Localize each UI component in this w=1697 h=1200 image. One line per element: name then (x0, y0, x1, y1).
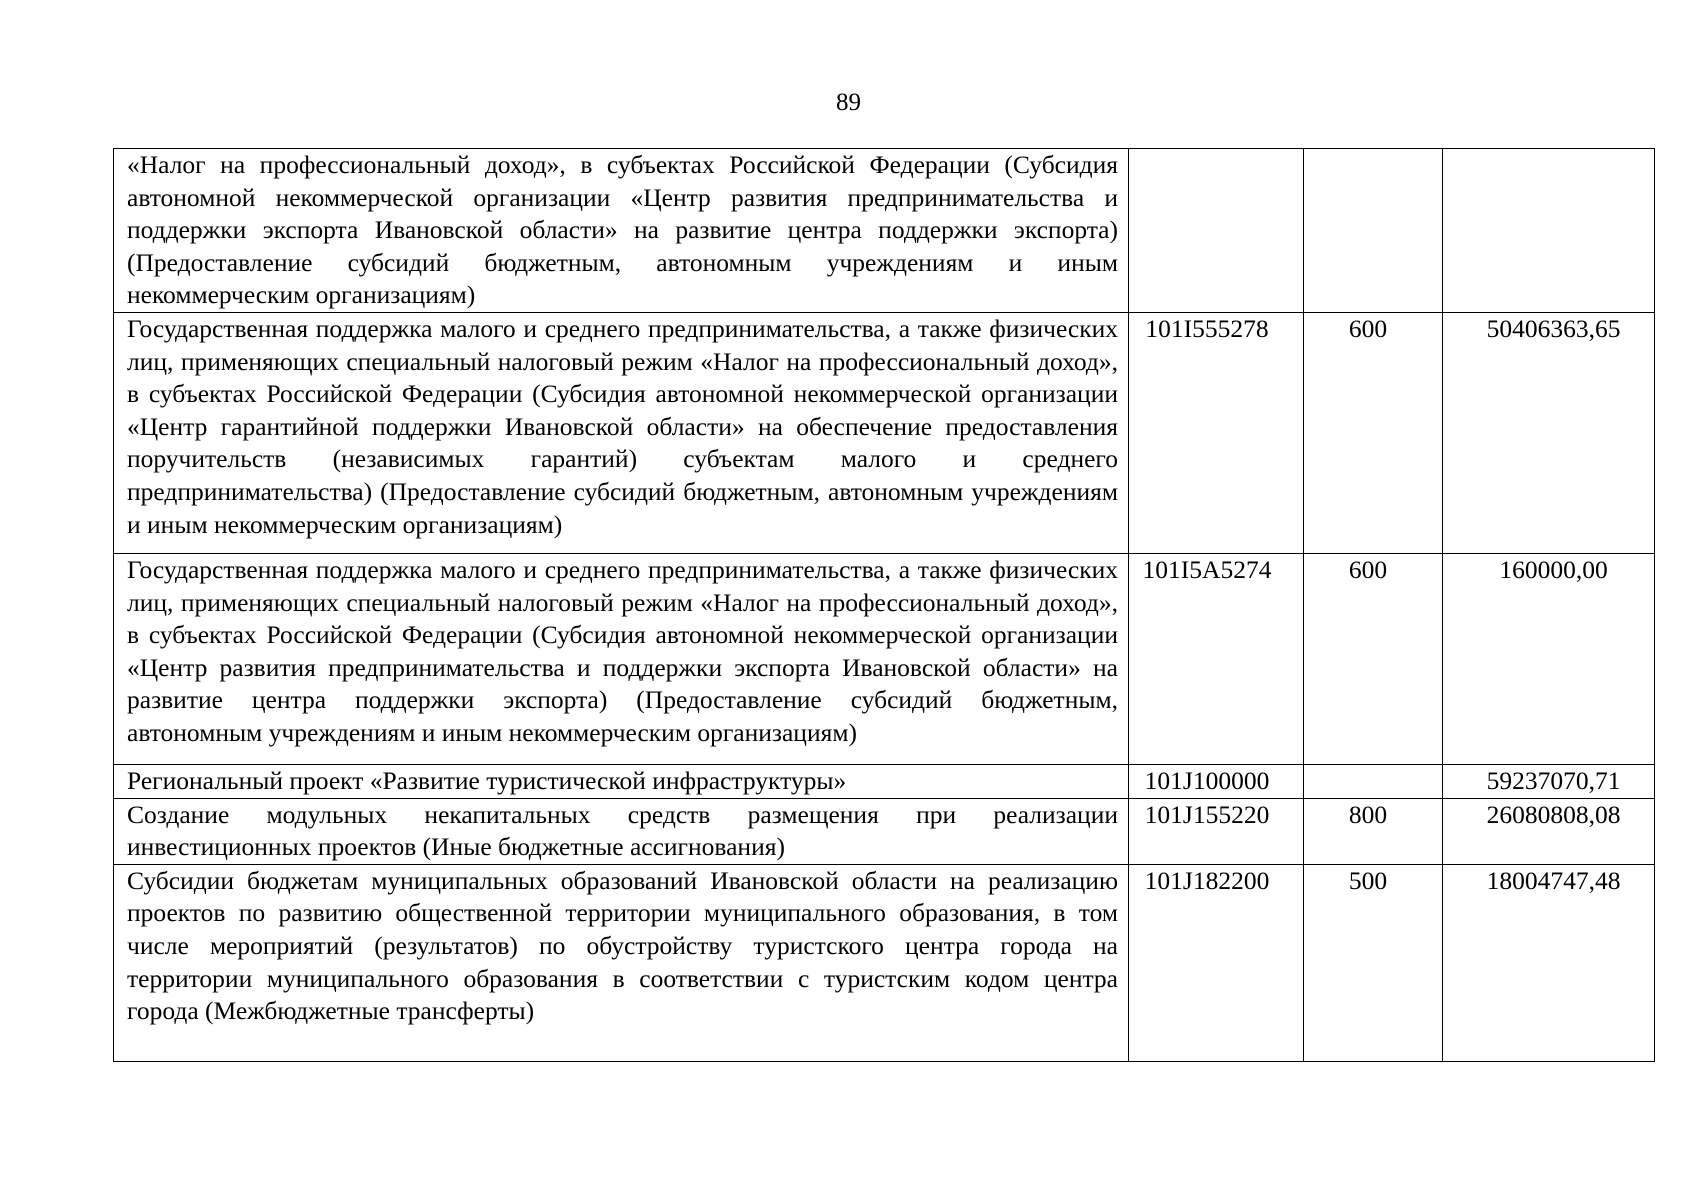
row-name: Государственная поддержка малого и среднего предпринимательства, а также физических лиц, применяющих специальный налоговый режим «Налог на профессиональный доход», в субъектах Российской Федерации (Субсидия автономной некоммерческой организации «Центр гарантийной поддержки Ивановской области» на обеспечение предоставления поручительств (независимых гарантий) субъектам малого и среднего предпринимательства) (Предоставление субсидий бюджетным, автономным учреждениям и иным некоммерческим организациям) (114, 312, 1129, 553)
row-code: 101I5A5274 (1129, 553, 1304, 764)
row-expense-type: 500 (1304, 864, 1443, 1061)
row-expense-type: 600 (1304, 312, 1443, 553)
row-code: 101J155220 (1129, 798, 1304, 864)
row-amount: 160000,00 (1443, 553, 1655, 764)
row-name: «Налог на профессиональный доход», в субъектах Российской Федерации (Субсидия автономной некоммерческой организации «Центр развития предпринимательства и поддержки экспорта Ивановской области» на развитие центра поддержки экспорта) (Предоставление субсидий бюджетным, автономным учреждениям и иным некоммерческим организациям) (114, 149, 1129, 313)
row-code: 101I555278 (1129, 312, 1304, 553)
row-name: Региональный проект «Развитие туристической инфраструктуры» (114, 764, 1129, 798)
row-code: 101J182200 (1129, 864, 1304, 1061)
row-expense-type: 800 (1304, 798, 1443, 864)
page-number: 89 (836, 89, 861, 116)
table-row (114, 798, 1655, 864)
row-code (1129, 149, 1304, 313)
row-expense-type: 600 (1304, 553, 1443, 764)
row-name: Государственная поддержка малого и среднего предпринимательства, а также физических лиц, применяющих специальный налоговый режим «Налог на профессиональный доход», в субъектах Российской Федерации (Субсидия автономной некоммерческой организации «Центр развития предпринимательства и поддержки экспорта Ивановской области» на развитие центра поддержки экспорта) (Предоставление субсидий бюджетным, автономным учреждениям и иным некоммерческим организациям) (114, 553, 1129, 764)
table-row (114, 764, 1655, 798)
row-name: Субсидии бюджетам муниципальных образований Ивановской области на реализацию проектов по развитию общественной территории муниципального образования, в том числе мероприятий (результатов) по обустройству туристского центра города на территории муниципального образования в соответствии с туристским кодом центра города (Межбюджетные трансферты) (114, 864, 1129, 1061)
row-name: Создание модульных некапитальных средств размещения при реализации инвестиционных проектов (Иные бюджетные ассигнования) (114, 798, 1129, 864)
row-expense-type (1304, 764, 1443, 798)
row-amount: 18004747,48 (1443, 864, 1655, 1061)
table-row (114, 149, 1655, 313)
row-expense-type (1304, 149, 1443, 313)
row-amount (1443, 149, 1655, 313)
row-code: 101J100000 (1129, 764, 1304, 798)
budget-table (113, 148, 1655, 1062)
table-row (114, 864, 1655, 1061)
row-amount: 50406363,65 (1443, 312, 1655, 553)
table-row (114, 553, 1655, 764)
row-amount: 59237070,71 (1443, 764, 1655, 798)
row-amount: 26080808,08 (1443, 798, 1655, 864)
table-row (114, 312, 1655, 553)
